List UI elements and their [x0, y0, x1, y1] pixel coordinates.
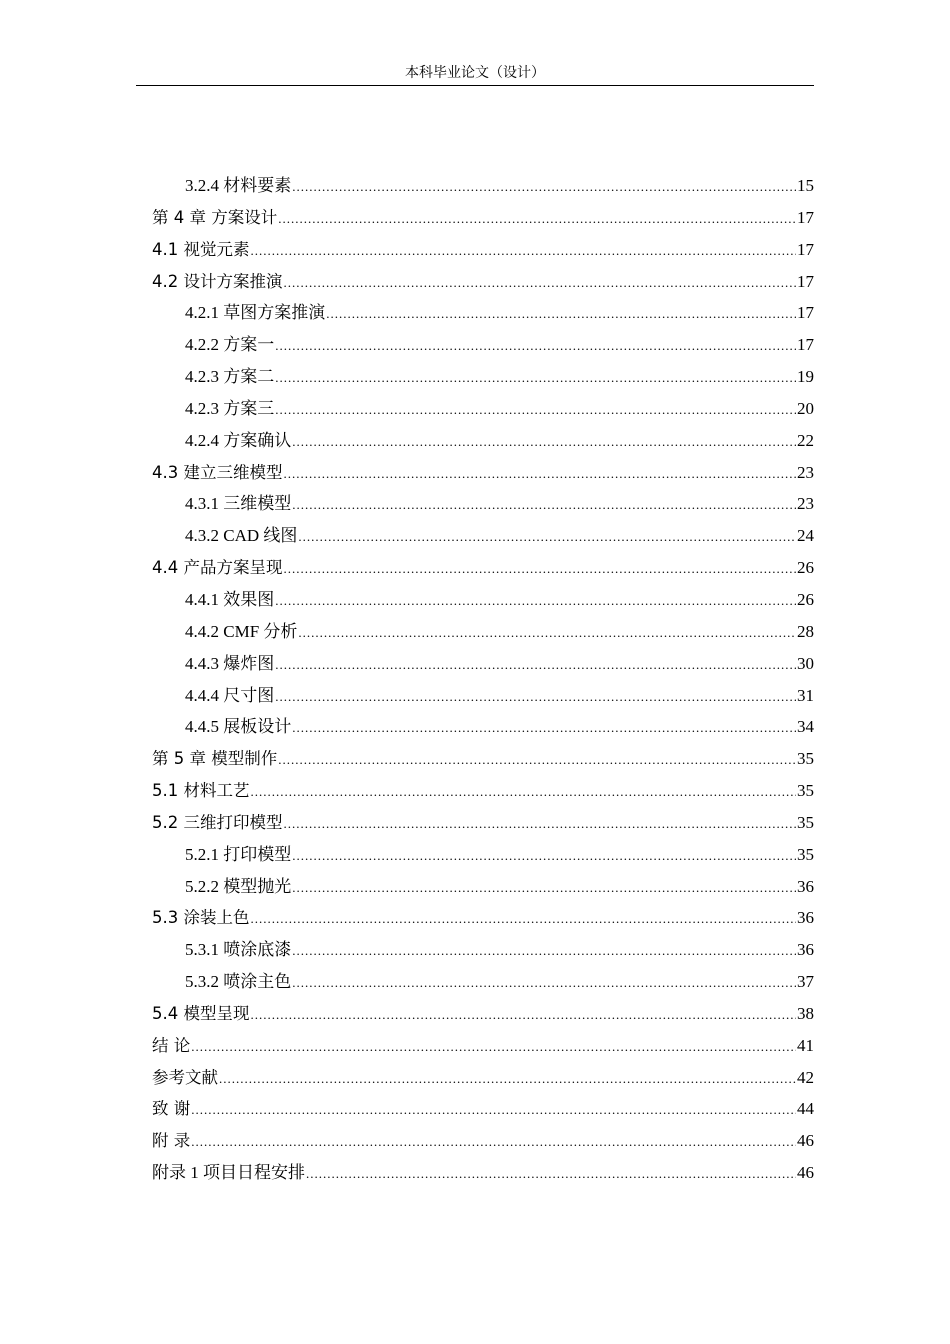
- toc-entry-page: 34: [797, 717, 814, 737]
- toc-entry-title: 5.2 三维打印模型: [152, 812, 283, 832]
- toc-entry-title: 4.4 产品方案呈现: [152, 558, 283, 578]
- toc-entry-title: 4.2.3 方案二: [185, 367, 275, 387]
- page-header-title: 本科毕业论文（设计）: [405, 66, 545, 81]
- toc-leader-dots: [298, 521, 796, 553]
- toc-entry-page: 42: [797, 1067, 814, 1087]
- toc-leader-dots: [284, 458, 797, 490]
- toc-entry-title: 参考文献: [152, 1067, 218, 1087]
- toc-entry-page: 36: [797, 908, 814, 928]
- toc-leader-dots: [278, 744, 796, 776]
- toc-entry-title: 4.4.1 效果图: [185, 589, 275, 609]
- toc-entry-title: 3.2.4 材料要素: [185, 176, 292, 195]
- toc-entry-page: 41: [797, 1035, 814, 1055]
- toc-entry[interactable]: [152, 1062, 814, 1094]
- toc-entry-page: 15: [797, 176, 814, 195]
- toc-leader-dots: [284, 808, 797, 840]
- toc-entry[interactable]: [152, 170, 814, 202]
- toc-entry-page: 35: [797, 844, 814, 864]
- toc-entry-title: 5.4 模型呈现: [152, 1003, 250, 1023]
- toc-entry-title: 附录 1 项目日程安排: [152, 1163, 305, 1183]
- toc-entry-page: 30: [797, 653, 814, 673]
- toc-leader-dots: [292, 489, 796, 521]
- toc-entry-page: 23: [797, 494, 814, 514]
- toc-leader-dots: [292, 967, 796, 999]
- toc-leader-dots: [284, 553, 797, 585]
- toc-entry[interactable]: [152, 934, 814, 966]
- toc-leader-dots: [251, 235, 797, 267]
- toc-entry-page: 35: [797, 749, 814, 769]
- toc-entry-title: 4.2.3 方案三: [185, 398, 275, 418]
- toc-entry-title: 4.2.4 方案确认: [185, 430, 292, 450]
- toc-entry[interactable]: [152, 393, 814, 425]
- toc-entry-title: 4.2.2 方案一: [185, 335, 275, 355]
- toc-leader-dots: [275, 394, 796, 426]
- toc-entry[interactable]: [152, 871, 814, 903]
- toc-entry-title: 5.1 材料工艺: [152, 781, 250, 801]
- toc-entry-title: 4.4.2 CMF 分析: [185, 621, 298, 641]
- toc-entry-title: 4.2.1 草图方案推演: [185, 303, 326, 323]
- toc-entry-page: 31: [797, 685, 814, 705]
- toc-entry-page: 26: [797, 558, 814, 578]
- toc-entry[interactable]: [152, 234, 814, 266]
- toc-entry-title: 5.3.2 喷涂主色: [185, 972, 292, 992]
- toc-entry[interactable]: [152, 680, 814, 712]
- toc-entry-page: 28: [797, 621, 814, 641]
- toc-entry-page: 19: [797, 367, 814, 387]
- toc-leader-dots: [251, 999, 797, 1031]
- toc-entry-page: 22: [797, 430, 814, 450]
- header-rule: [136, 85, 814, 86]
- toc-leader-dots: [275, 681, 796, 713]
- toc-leader-dots: [251, 776, 797, 808]
- toc-entry[interactable]: [152, 648, 814, 680]
- toc-leader-dots: [191, 1094, 796, 1126]
- toc-entry[interactable]: [152, 711, 814, 743]
- toc-entry-page: 36: [797, 940, 814, 960]
- toc-entry-page: 36: [797, 876, 814, 896]
- toc-entry[interactable]: [152, 329, 814, 361]
- toc-entry[interactable]: [152, 775, 814, 807]
- toc-leader-dots: [306, 1158, 796, 1190]
- toc-entry[interactable]: [152, 966, 814, 998]
- toc-entry[interactable]: [152, 425, 814, 457]
- toc-entry-page: 26: [797, 589, 814, 609]
- toc-entry-title: 致 谢: [152, 1099, 191, 1119]
- toc-entry-title: 4.3 建立三维模型: [152, 462, 283, 482]
- toc-entry[interactable]: [152, 1030, 814, 1062]
- toc-entry-page: 46: [797, 1131, 814, 1151]
- toc-entry-page: 44: [797, 1099, 814, 1119]
- toc-entry[interactable]: [152, 202, 814, 234]
- toc-entry[interactable]: [152, 807, 814, 839]
- toc-entry-page: 23: [797, 462, 814, 482]
- toc-entry-title: 4.3.1 三维模型: [185, 494, 292, 514]
- toc-leader-dots: [251, 903, 797, 935]
- toc-entry[interactable]: [152, 1125, 814, 1157]
- toc-leader-dots: [292, 171, 796, 203]
- toc-entry[interactable]: [152, 266, 814, 298]
- toc-entry[interactable]: [152, 552, 814, 584]
- toc-leader-dots: [292, 840, 796, 872]
- toc-entry-page: 38: [797, 1003, 814, 1023]
- toc-entry-page: 35: [797, 812, 814, 832]
- toc-entry-title: 5.3 涂装上色: [152, 908, 250, 928]
- toc-leader-dots: [298, 617, 796, 649]
- toc-entry[interactable]: [152, 361, 814, 393]
- toc-entry-title: 4.3.2 CAD 线图: [185, 526, 298, 546]
- toc-entry-page: 37: [797, 972, 814, 992]
- toc-entry-title: 4.4.5 展板设计: [185, 717, 292, 737]
- toc-entry[interactable]: [152, 902, 814, 934]
- toc-leader-dots: [275, 585, 796, 617]
- toc-entry-title: 第 4 章 方案设计: [152, 207, 278, 227]
- toc-entry[interactable]: [152, 616, 814, 648]
- toc-entry-title: 5.2.2 模型抛光: [185, 876, 292, 896]
- toc-entry[interactable]: [152, 1093, 814, 1125]
- toc-entry-title: 4.4.3 爆炸图: [185, 653, 275, 673]
- toc-entry[interactable]: [152, 839, 814, 871]
- toc-leader-dots: [219, 1063, 796, 1095]
- toc-leader-dots: [292, 426, 796, 458]
- toc-entry-title: 第 5 章 模型制作: [152, 749, 278, 769]
- toc-leader-dots: [275, 330, 796, 362]
- toc-entry[interactable]: [152, 297, 814, 329]
- toc-entry[interactable]: [152, 1157, 814, 1189]
- toc-entry-title: 4.1 视觉元素: [152, 239, 250, 259]
- toc-entry[interactable]: [152, 520, 814, 552]
- toc-entry-title: 附 录: [152, 1131, 191, 1151]
- toc-leader-dots: [292, 935, 796, 967]
- toc-entry[interactable]: [152, 743, 814, 775]
- toc-entry[interactable]: [152, 998, 814, 1030]
- toc-leader-dots: [292, 712, 796, 744]
- toc-entry-page: 24: [797, 526, 814, 546]
- toc-entry-page: 17: [797, 271, 814, 291]
- toc-entry-page: 17: [797, 239, 814, 259]
- toc-entry-title: 5.3.1 喷涂底漆: [185, 940, 292, 960]
- toc-entry-title: 5.2.1 打印模型: [185, 844, 292, 864]
- toc-entry[interactable]: [152, 488, 814, 520]
- toc-entry-page: 17: [797, 335, 814, 355]
- toc-entry[interactable]: [152, 457, 814, 489]
- toc-entry-page: 20: [797, 398, 814, 418]
- toc-leader-dots: [275, 649, 796, 681]
- toc-leader-dots: [191, 1126, 796, 1158]
- table-of-contents: [152, 170, 814, 1189]
- toc-entry-page: 17: [797, 303, 814, 323]
- toc-entry-title: 4.2 设计方案推演: [152, 271, 283, 291]
- toc-leader-dots: [292, 872, 796, 904]
- toc-leader-dots: [191, 1031, 796, 1063]
- toc-entry-title: 结 论: [152, 1035, 191, 1055]
- toc-entry-page: 35: [797, 781, 814, 801]
- toc-entry[interactable]: [152, 584, 814, 616]
- toc-entry-title: 4.4.4 尺寸图: [185, 685, 275, 705]
- toc-leader-dots: [275, 362, 796, 394]
- toc-leader-dots: [284, 267, 797, 299]
- toc-leader-dots: [326, 298, 796, 330]
- toc-entry-page: 17: [797, 207, 814, 227]
- toc-entry-page: 46: [797, 1163, 814, 1183]
- toc-leader-dots: [278, 203, 796, 235]
